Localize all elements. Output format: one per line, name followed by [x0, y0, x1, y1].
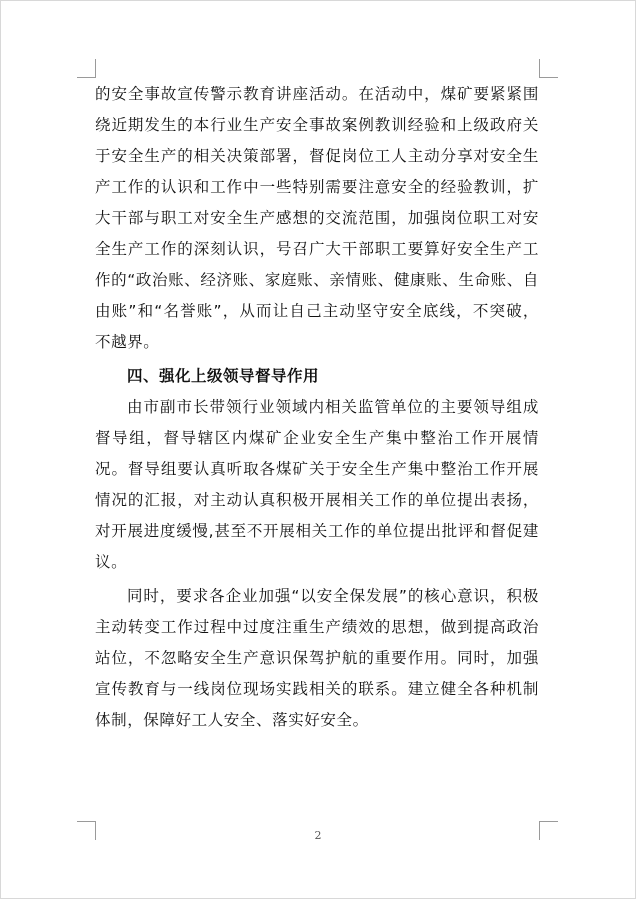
page-number: 2: [314, 829, 322, 842]
paragraph-awareness: 同时，要求各企业加强“以安全保发展”的核心意识，积极主动转变工作过程中过度注重生产绩效的思想，做到提高政治站位，不忽略安全生产意识保驾护航的重要作用。同时，加强宣传教育与一线岗位现场实践相关的联系。建立健全各种机制体制，保障好工人安全、落实好安全。: [95, 587, 539, 729]
paragraph-continued: 的安全事故宣传警示教育讲座活动。在活动中，煤矿要紧紧围绕近期发生的本行业生产安全事故案例教训经验和上级政府关于安全生产的相关决策部署，督促岗位工人主动分享对安全生产工作的认识和工作中一些特别需要注意安全的经验教训，扩大干部与职工对安全生产感想的交流范围，加强岗位职工对安全生产工作的深刻认识，号召广大干部职工要算好安全生产工作的“政治账、经济账、家庭账、亲情账、健康账、生命账、自由账”和“名誉账”，从而让自己主动坚守安全底线，不突破，不越界。: [95, 85, 539, 351]
margin-corner-mark-top-right: [539, 59, 558, 78]
margin-corner-mark-top-left: [77, 59, 96, 78]
paragraph-supervision: 由市副市长带领行业领域内相关监管单位的主要领导组成督导组，督导辖区内煤矿企业安全生产集中整治工作开展情况。督导组要认真听取各煤矿关于安全生产集中整治工作开展情况的汇报，对主动认真积极开展相关工作的单位提出表扬，对开展进度缓慢,甚至不开展相关工作的单位提出批评和督促建议。: [95, 398, 539, 571]
section-heading: 四、强化上级领导督导作用: [127, 367, 320, 385]
document-body: [95, 79, 539, 736]
